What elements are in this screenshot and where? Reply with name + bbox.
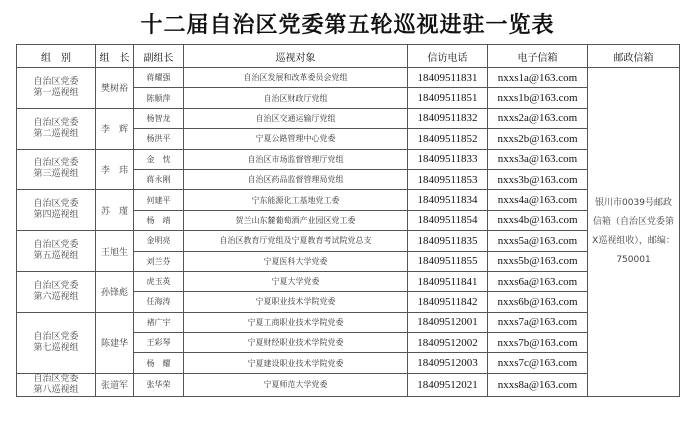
inspection-target: 宁夏建设职业技术学院党委 xyxy=(184,353,408,373)
petition-phone: 18409511853 xyxy=(408,169,488,189)
inspection-target: 宁夏工商职业技术学院党委 xyxy=(184,312,408,332)
table-row xyxy=(17,373,680,396)
deputy-leader: 虎玉英 xyxy=(134,271,184,291)
email-address: nxxs3b@163.com xyxy=(488,169,588,189)
group-leader: 王旭生 xyxy=(96,231,134,272)
email-address: nxxs5b@163.com xyxy=(488,251,588,271)
email-address: nxxs1a@163.com xyxy=(488,68,588,88)
petition-phone: 18409511852 xyxy=(408,129,488,149)
column-header: 电子信箱 xyxy=(488,45,588,68)
group-leader: 苏 瑾 xyxy=(96,190,134,231)
petition-phone: 18409511851 xyxy=(408,88,488,108)
deputy-leader: 金明亮 xyxy=(134,231,184,251)
group-name xyxy=(17,373,96,396)
email-address: nxxs7a@163.com xyxy=(488,312,588,332)
email-address: nxxs7c@163.com xyxy=(488,353,588,373)
group-name xyxy=(17,108,96,149)
group-leader: 李 辉 xyxy=(96,108,134,149)
group-name-line2: 第一巡视组 xyxy=(33,87,79,98)
table-row xyxy=(17,190,680,210)
email-address: nxxs2a@163.com xyxy=(488,108,588,128)
table-row xyxy=(17,108,680,128)
email-address: nxxs1b@163.com xyxy=(488,88,588,108)
deputy-leader: 褚广宇 xyxy=(134,312,184,332)
group-name-line2: 第六巡视组 xyxy=(33,291,79,302)
deputy-leader: 何建平 xyxy=(134,190,184,210)
deputy-leader: 杨 耀 xyxy=(134,353,184,373)
deputy-leader: 金 忱 xyxy=(134,149,184,169)
inspection-target: 贺兰山东麓葡萄酒产业园区党工委 xyxy=(184,210,408,230)
deputy-leader: 任海涛 xyxy=(134,292,184,312)
inspection-target: 自治区发展和改革委员会党组 xyxy=(184,68,408,88)
petition-phone: 18409511841 xyxy=(408,271,488,291)
email-address: nxxs2b@163.com xyxy=(488,129,588,149)
table-body xyxy=(17,68,680,397)
column-header: 巡视对象 xyxy=(184,45,408,68)
petition-phone: 18409512002 xyxy=(408,333,488,353)
page-title: 十二届自治区党委第五轮巡视进驻一览表 xyxy=(140,12,555,38)
email-address: nxxs6a@163.com xyxy=(488,271,588,291)
petition-phone: 18409511833 xyxy=(408,149,488,169)
petition-phone: 18409511834 xyxy=(408,190,488,210)
email-address: nxxs8a@163.com xyxy=(488,373,588,396)
group-name-line2: 第八巡视组 xyxy=(33,384,79,395)
email-address: nxxs5a@163.com xyxy=(488,231,588,251)
email-address: nxxs4b@163.com xyxy=(488,210,588,230)
inspection-target: 自治区教育厅党组及宁夏教育考试院党总支 xyxy=(184,231,408,251)
inspection-target: 宁夏财经职业技术学院党委 xyxy=(184,333,408,353)
group-name-line1: 自治区党委 xyxy=(33,117,79,128)
email-address: nxxs6b@163.com xyxy=(488,292,588,312)
group-name-line1: 自治区党委 xyxy=(33,331,79,342)
inspection-target: 宁东能源化工基地党工委 xyxy=(184,190,408,210)
column-header: 信访电话 xyxy=(408,45,488,68)
petition-phone: 18409511855 xyxy=(408,251,488,271)
group-name xyxy=(17,231,96,272)
group-leader: 陈建华 xyxy=(96,312,134,373)
group-leader: 张道军 xyxy=(96,373,134,396)
deputy-leader: 杨洪平 xyxy=(134,129,184,149)
inspection-target: 自治区市场监督管理厅党组 xyxy=(184,149,408,169)
column-header: 副组长 xyxy=(134,45,184,68)
petition-phone: 18409512003 xyxy=(408,353,488,373)
column-header: 组 别 xyxy=(17,45,96,68)
table-row xyxy=(17,312,680,332)
petition-phone: 18409511842 xyxy=(408,292,488,312)
group-name xyxy=(17,190,96,231)
deputy-leader: 张华荣 xyxy=(134,373,184,396)
group-name-line2: 第三巡视组 xyxy=(33,169,79,180)
inspection-target: 自治区财政厅党组 xyxy=(184,88,408,108)
column-header: 组 长 xyxy=(96,45,134,68)
inspection-target: 自治区交通运输厅党组 xyxy=(184,108,408,128)
group-name-line1: 自治区党委 xyxy=(33,373,79,384)
petition-phone: 18409511835 xyxy=(408,231,488,251)
inspection-target: 宁夏职业技术学院党委 xyxy=(184,292,408,312)
email-address: nxxs4a@163.com xyxy=(488,190,588,210)
email-address: nxxs7b@163.com xyxy=(488,333,588,353)
table-row xyxy=(17,271,680,291)
group-name-line1: 自治区党委 xyxy=(33,158,79,169)
group-name-line1: 自治区党委 xyxy=(33,240,79,251)
deputy-leader: 杨智龙 xyxy=(134,108,184,128)
group-name xyxy=(17,271,96,312)
group-name xyxy=(17,68,96,109)
group-name-line2: 第二巡视组 xyxy=(33,128,79,139)
group-leader: 樊树裕 xyxy=(96,68,134,109)
header-row xyxy=(17,45,680,68)
deputy-leader: 王彩琴 xyxy=(134,333,184,353)
inspection-target: 宁夏公路管理中心党委 xyxy=(184,129,408,149)
deputy-leader: 蒋耀强 xyxy=(134,68,184,88)
petition-phone: 18409512021 xyxy=(408,373,488,396)
petition-phone: 18409512001 xyxy=(408,312,488,332)
deputy-leader: 杨 靖 xyxy=(134,210,184,230)
inspection-target: 宁夏医科大学党委 xyxy=(184,251,408,271)
table-row xyxy=(17,149,680,169)
group-name-line2: 第四巡视组 xyxy=(33,210,79,221)
deputy-leader: 刘兰芬 xyxy=(134,251,184,271)
group-name-line1: 自治区党委 xyxy=(33,199,79,210)
table-row xyxy=(17,231,680,251)
petition-phone: 18409511854 xyxy=(408,210,488,230)
inspection-table xyxy=(16,44,680,397)
group-name-line2: 第七巡视组 xyxy=(33,342,79,353)
inspection-target: 宁夏师范大学党委 xyxy=(184,373,408,396)
inspection-target: 自治区药品监督管理局党组 xyxy=(184,169,408,189)
column-header: 邮政信箱 xyxy=(588,45,680,68)
group-name-line2: 第五巡视组 xyxy=(33,251,79,262)
deputy-leader: 蒋永刚 xyxy=(134,169,184,189)
postal-mailbox-note: 银川市0039号邮政信箱（自治区党委第X巡视组收），邮编：750001 xyxy=(588,68,680,397)
email-address: nxxs3a@163.com xyxy=(488,149,588,169)
table-row xyxy=(17,68,680,88)
petition-phone: 18409511832 xyxy=(408,108,488,128)
group-name xyxy=(17,312,96,373)
group-name-line1: 自治区党委 xyxy=(33,76,79,87)
group-name xyxy=(17,149,96,190)
petition-phone: 18409511831 xyxy=(408,68,488,88)
group-leader: 孙锋彪 xyxy=(96,271,134,312)
inspection-target: 宁夏大学党委 xyxy=(184,271,408,291)
deputy-leader: 陈顺萍 xyxy=(134,88,184,108)
group-name-line1: 自治区党委 xyxy=(33,280,79,291)
group-leader: 李 玮 xyxy=(96,149,134,190)
